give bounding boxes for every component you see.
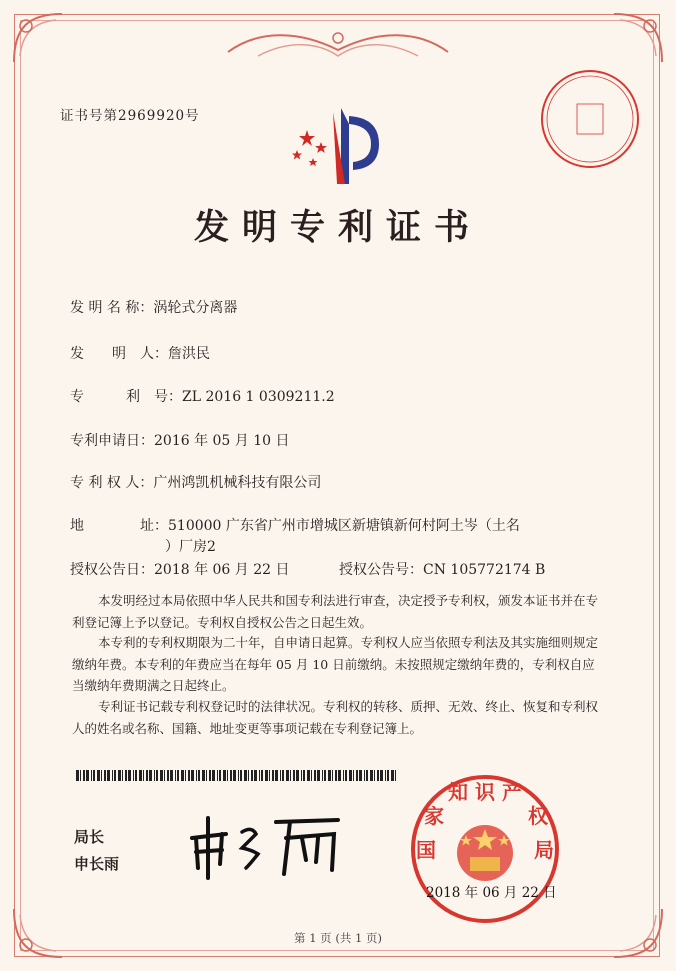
grant-date-value: 2018 年 06 月 22 日 bbox=[154, 562, 290, 578]
corner-ornament-top-right bbox=[608, 8, 668, 68]
barcode-bar bbox=[377, 770, 379, 781]
barcode-bar bbox=[364, 770, 365, 781]
barcode-bar bbox=[395, 770, 396, 781]
barcode-bar bbox=[322, 770, 323, 781]
patentee-label: 专 利 权 人： bbox=[70, 475, 154, 491]
barcode-bar bbox=[356, 770, 358, 781]
paragraph-term: 本专利的专利权期限为二十年，自申请日起算。专利权人应当依照专利法及其实施细则规定缴纳年费。本专利的年费应当在每年 05 月 10 日前缴纳。未按照规定缴纳年费的，专利权自应当缴纳年费期满之日起终止。 bbox=[72, 635, 599, 693]
inventor-label: 发 明 人： bbox=[70, 346, 168, 362]
barcode-bar bbox=[198, 770, 200, 781]
barcode-bar bbox=[149, 770, 152, 781]
barcode-bar bbox=[238, 770, 239, 781]
barcode-bar bbox=[217, 770, 218, 781]
barcode-bar bbox=[385, 770, 386, 781]
patent-number-row bbox=[70, 386, 335, 406]
application-date-label: 专利申请日： bbox=[70, 433, 154, 449]
barcode-bar bbox=[160, 770, 163, 781]
seal-date: 2018 年 06 月 22 日 bbox=[426, 885, 557, 901]
barcode-bar bbox=[122, 770, 123, 781]
paragraph-grant: 本发明经过本局依照中华人民共和国专利法进行审查，决定授予专利权，颁发本证书并在专利登记簿上予以登记。专利权自授权公告之日起生效。 bbox=[72, 593, 599, 630]
barcode-bar bbox=[370, 770, 373, 781]
inventor-value: 詹洪民 bbox=[168, 346, 210, 362]
barcode-bar bbox=[143, 770, 144, 781]
paragraph-legal-status: 专利证书记载专利权登记时的法律状况。专利权的转移、质押、无效、终止、恢复和专利权人的姓名或名称、国籍、地址变更等事项记载在专利登记簿上。 bbox=[72, 699, 599, 736]
tax-stamp bbox=[537, 66, 643, 172]
top-ornament bbox=[218, 24, 458, 64]
inventor-row bbox=[70, 343, 210, 363]
barcode-bar bbox=[233, 770, 236, 781]
barcode-bar bbox=[230, 770, 232, 781]
barcode-bar bbox=[227, 770, 228, 781]
barcode-bar bbox=[133, 770, 134, 781]
barcode-bar bbox=[219, 770, 221, 781]
barcode-bar bbox=[135, 770, 137, 781]
grant-date-row bbox=[70, 559, 290, 579]
national-ip-office-seal bbox=[404, 773, 566, 925]
barcode-bar bbox=[374, 770, 375, 781]
signatory-name: 申长雨 bbox=[74, 855, 120, 873]
barcode-bar bbox=[248, 770, 249, 781]
barcode-bar bbox=[343, 770, 344, 781]
barcode-bar bbox=[303, 770, 305, 781]
director-signature bbox=[186, 808, 346, 884]
barcode-bar bbox=[335, 770, 337, 781]
barcode-bar bbox=[301, 770, 302, 781]
application-date-value: 2016 年 05 月 10 日 bbox=[154, 433, 290, 449]
barcode-bar bbox=[251, 770, 253, 781]
barcode-bar bbox=[209, 770, 211, 781]
svg-text:知 识 产: 知 识 产 bbox=[448, 780, 522, 804]
barcode-bar bbox=[338, 770, 341, 781]
barcode-bar bbox=[259, 770, 260, 781]
address-line1: 510000 广东省广州市增城区新塘镇新何村阿土岑（土名 bbox=[168, 518, 520, 534]
barcode-bar bbox=[167, 770, 169, 781]
grant-number-row bbox=[339, 559, 545, 579]
barcode bbox=[76, 770, 401, 781]
barcode-bar bbox=[366, 770, 368, 781]
svg-text:局: 局 bbox=[534, 838, 554, 862]
patent-office-logo bbox=[283, 104, 395, 188]
svg-text:家: 家 bbox=[424, 804, 444, 828]
barcode-bar bbox=[196, 770, 197, 781]
barcode-bar bbox=[76, 770, 79, 781]
barcode-bar bbox=[185, 770, 186, 781]
corner-ornament-top-left bbox=[8, 8, 68, 68]
patent-number-value: ZL 2016 1 0309211.2 bbox=[182, 389, 335, 405]
barcode-bar bbox=[118, 770, 121, 781]
barcode-bar bbox=[112, 770, 113, 781]
barcode-bar bbox=[359, 770, 362, 781]
barcode-bar bbox=[387, 770, 389, 781]
barcode-bar bbox=[244, 770, 247, 781]
grant-date-label: 授权公告日： bbox=[70, 562, 154, 578]
barcode-bar bbox=[83, 770, 85, 781]
barcode-bar bbox=[107, 770, 110, 781]
barcode-bar bbox=[345, 770, 347, 781]
barcode-bar bbox=[261, 770, 263, 781]
barcode-bar bbox=[380, 770, 383, 781]
barcode-bar bbox=[101, 770, 102, 781]
page-footer: 第 1 页 (共 1 页) bbox=[294, 931, 382, 945]
grant-number-label: 授权公告号： bbox=[339, 562, 423, 578]
address-row bbox=[70, 515, 520, 535]
barcode-bar bbox=[154, 770, 155, 781]
barcode-bar bbox=[324, 770, 326, 781]
patentee-row bbox=[70, 472, 321, 492]
application-date-row bbox=[70, 430, 290, 450]
barcode-bar bbox=[170, 770, 173, 781]
barcode-bar bbox=[114, 770, 116, 781]
barcode-bar bbox=[311, 770, 312, 781]
barcode-bar bbox=[177, 770, 179, 781]
barcode-bar bbox=[290, 770, 291, 781]
invention-name-value: 涡轮式分离器 bbox=[153, 300, 238, 316]
barcode-bar bbox=[175, 770, 176, 781]
barcode-bar bbox=[293, 770, 295, 781]
barcode-bar bbox=[353, 770, 354, 781]
barcode-bar bbox=[93, 770, 95, 781]
barcode-bar bbox=[332, 770, 333, 781]
barcode-bar bbox=[314, 770, 316, 781]
grant-number-value: CN 105772174 B bbox=[423, 562, 546, 578]
barcode-bar bbox=[391, 770, 394, 781]
barcode-bar bbox=[104, 770, 106, 781]
barcode-bar bbox=[156, 770, 158, 781]
barcode-bar bbox=[223, 770, 226, 781]
barcode-bar bbox=[328, 770, 331, 781]
barcode-bar bbox=[125, 770, 127, 781]
barcode-bar bbox=[254, 770, 257, 781]
certificate-number: 证书号第2969920号 bbox=[60, 108, 200, 124]
barcode-bar bbox=[206, 770, 207, 781]
barcode-bar bbox=[97, 770, 100, 781]
barcode-bar bbox=[80, 770, 81, 781]
barcode-bar bbox=[307, 770, 310, 781]
document-title: 发明专利证书 bbox=[193, 207, 482, 248]
address-line2: ）厂房2 bbox=[165, 539, 216, 555]
address-label: 地 址： bbox=[70, 518, 168, 534]
patent-number-label: 专 利 号： bbox=[70, 389, 182, 405]
barcode-bar bbox=[212, 770, 215, 781]
barcode-bar bbox=[269, 770, 270, 781]
barcode-bar bbox=[282, 770, 284, 781]
signatory-role: 局长 bbox=[74, 828, 105, 846]
barcode-bar bbox=[146, 770, 148, 781]
barcode-bar bbox=[272, 770, 274, 781]
barcode-bar bbox=[91, 770, 92, 781]
barcode-bar bbox=[280, 770, 281, 781]
barcode-bar bbox=[317, 770, 320, 781]
barcode-bar bbox=[188, 770, 190, 781]
barcode-bar bbox=[86, 770, 89, 781]
barcode-bar bbox=[128, 770, 131, 781]
barcode-bar bbox=[286, 770, 289, 781]
svg-text:权: 权 bbox=[528, 804, 548, 828]
invention-name-label: 发 明 名 称： bbox=[70, 300, 154, 316]
barcode-bar bbox=[202, 770, 205, 781]
barcode-bar bbox=[265, 770, 268, 781]
barcode-bar bbox=[275, 770, 278, 781]
patentee-value: 广州鸿凯机械科技有限公司 bbox=[153, 475, 322, 491]
invention-name-row bbox=[70, 297, 237, 317]
svg-text:国: 国 bbox=[416, 838, 436, 862]
barcode-bar bbox=[296, 770, 299, 781]
barcode-bar bbox=[181, 770, 184, 781]
barcode-bar bbox=[240, 770, 242, 781]
barcode-bar bbox=[191, 770, 194, 781]
barcode-bar bbox=[139, 770, 142, 781]
barcode-bar bbox=[349, 770, 352, 781]
barcode-bar bbox=[164, 770, 165, 781]
